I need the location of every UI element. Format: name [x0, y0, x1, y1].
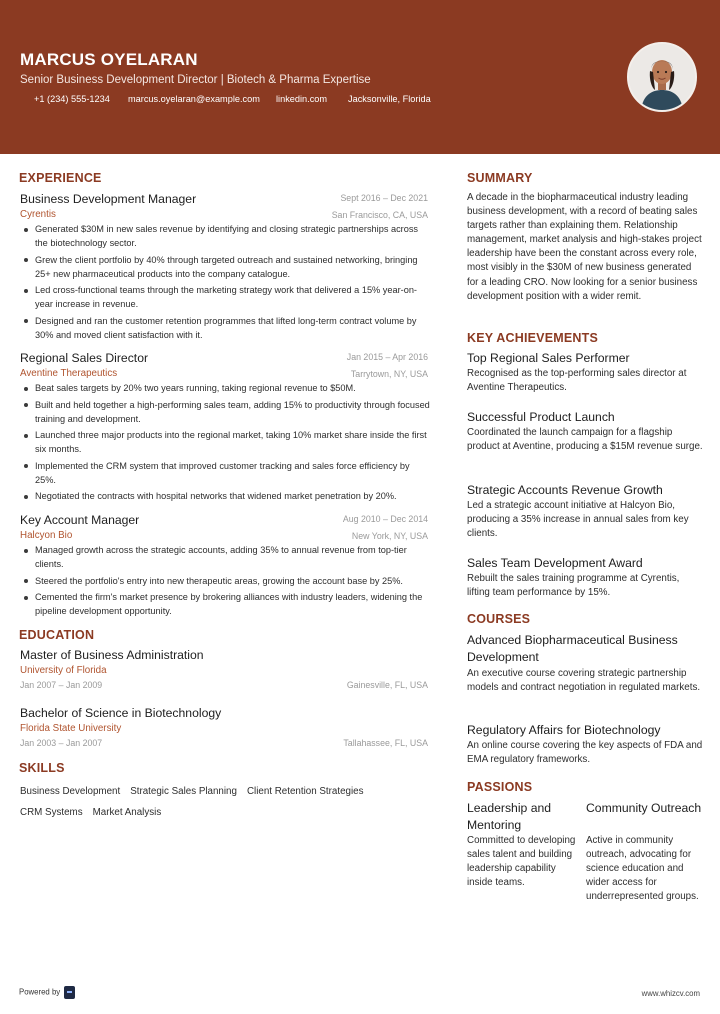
job-location: San Francisco, CA, USA [331, 210, 428, 220]
footer-site-link[interactable]: www.whizcv.com [641, 989, 700, 998]
list-item: Launched three major products into the regional market, taking 10% market share inside the first six months. [20, 428, 432, 456]
achievement-title: Successful Product Launch [467, 410, 615, 424]
job-company: Halcyon Bio [20, 530, 73, 541]
job-location: Tarrytown, NY, USA [350, 369, 428, 379]
job-company: Aventine Therapeutics [20, 368, 118, 379]
section-title-skills: SKILLS [19, 761, 65, 775]
job-bullets [20, 381, 432, 506]
course-title: Advanced Biopharmaceutical Business Development [467, 633, 678, 664]
skill-item: Client Retention Strategies [246, 786, 364, 797]
whizcv-logo-icon[interactable] [64, 986, 75, 999]
list-item: Built and held together a high-performing sales team, adding 15% to productivity through focused training and development. [20, 398, 432, 426]
education-location: Gainesville, FL, USA [346, 680, 428, 690]
achievement-title: Top Regional Sales Performer [467, 351, 630, 365]
section-title-courses: COURSES [467, 612, 531, 626]
contact-bar [0, 94, 720, 108]
passion-text: Committed to developing sales talent and building leadership capability inside teams. [467, 835, 576, 889]
list-item: Led cross-functional teams through the marketing strategy work that delivered a 15% year-on-year increase in revenue. [20, 283, 432, 311]
candidate-tagline: Senior Business Development Director | Biotech & Pharma Expertise [20, 74, 371, 86]
education-degree: Master of Business Administration [20, 648, 204, 662]
achievement-text: Coordinated the launch campaign for a flagship product at Aventine, producing a $15M revenue surge. [467, 427, 703, 453]
list-item: Designed and ran the customer retention programmes that lifted long-term contract volume by 30% and moved client satisfaction with it. [20, 314, 432, 342]
job-dates: Jan 2015 – Apr 2016 [346, 352, 428, 362]
job-location: New York, NY, USA [351, 531, 428, 541]
education-degree: Bachelor of Science in Biotechnology [20, 706, 222, 720]
job-bullets [20, 543, 432, 621]
achievement-text: Led a strategic account initiative at Halcyon Bio, producing a 35% increase in annual sales from key clients. [467, 500, 689, 540]
achievement-title: Sales Team Development Award [467, 556, 643, 570]
achievement-text: Recognised as the top-performing sales director at Aventine Therapeutics. [467, 368, 687, 394]
summary-text: A decade in the biopharmaceutical industry leading business development, with a record of beating sales targets rather than explaining them. Relationship management, market analysis and high-stakes project leadership have been the constant across every role, most visibly in the $30M of new business generated for a leading CRO. Now looking for a senior business development position with a wider remit. [467, 192, 702, 302]
candidate-name: MARCUS OYELARAN [20, 50, 198, 69]
skills-list [20, 782, 420, 823]
passion-text: Active in community outreach, advocating for science education and wider access for underrepresented groups. [586, 835, 699, 903]
list-item: Generated $30M in new sales revenue by identifying and closing strategic partnerships across the biotechnology sector. [20, 222, 432, 250]
list-item: Managed growth across the strategic accounts, adding 35% to annual revenue from top-tier clients. [20, 543, 432, 571]
job-bullets [20, 222, 432, 344]
job-dates: Sept 2016 – Dec 2021 [340, 193, 428, 203]
section-title-education: EDUCATION [19, 628, 95, 642]
skill-item: CRM Systems [20, 806, 83, 818]
job-dates: Aug 2010 – Dec 2014 [342, 514, 428, 524]
section-title-experience: EXPERIENCE [19, 171, 102, 185]
list-item: Grew the client portfolio by 40% through targeted outreach and sustained networking, bringing 25+ new pharmaceutical products into the company catalogue. [20, 253, 432, 281]
section-title-summary: SUMMARY [467, 171, 533, 185]
contact-linkedin[interactable]: linkedin.com [276, 94, 328, 104]
course-text: An online course covering the key aspects of FDA and EMA regulatory frameworks. [467, 740, 703, 766]
course-title: Regulatory Affairs for Biotechnology [467, 723, 661, 737]
education-dates: Jan 2003 – Jan 2007 [20, 738, 103, 748]
course-text: An executive course covering strategic partnership models and contract negotiation in regulated markets. [467, 668, 701, 694]
education-dates: Jan 2007 – Jan 2009 [20, 680, 103, 690]
list-item: Steered the portfolio's entry into new therapeutic areas, growing the account base by 25%. [20, 574, 432, 588]
footer-powered-by [19, 986, 75, 999]
job-title: Business Development Manager [20, 192, 197, 206]
section-title-passions: PASSIONS [467, 780, 533, 794]
achievement-text: Rebuilt the sales training programme at Cyrentis, lifting team performance by 15%. [467, 573, 680, 599]
job-title: Key Account Manager [20, 513, 140, 527]
job-title: Regional Sales Director [20, 351, 149, 365]
skill-item: Strategic Sales Planning [130, 786, 237, 797]
job-company: Cyrentis [20, 209, 56, 220]
passion-title: Leadership and Mentoring [467, 801, 552, 832]
education-location: Tallahassee, FL, USA [343, 738, 428, 748]
passion-title: Community Outreach [586, 801, 702, 815]
skill-item: Market Analysis [92, 806, 162, 818]
skill-item: Business Development [20, 786, 121, 797]
list-item: Cemented the firm's market presence by brokering alliances with industry leaders, widening the pipeline development opportunity. [20, 590, 432, 618]
education-school: University of Florida [20, 665, 107, 676]
section-title-achievements: KEY ACHIEVEMENTS [467, 331, 599, 345]
contact-location: Jacksonville, Florida [348, 94, 431, 104]
contact-phone[interactable]: +1 (234) 555-1234 [34, 94, 110, 104]
list-item: Implemented the CRM system that improved customer tracking and sales force efficiency by 25%. [20, 459, 432, 487]
avatar-portrait-icon [627, 42, 697, 112]
list-item: Negotiated the contracts with hospital networks that widened market penetration by 20%. [20, 489, 432, 503]
education-school: Florida State University [20, 723, 122, 734]
resume-header [0, 0, 720, 154]
contact-email[interactable]: marcus.oyelaran@example.com [128, 94, 260, 104]
list-item: Beat sales targets by 20% two years running, taking regional revenue to $50M. [20, 381, 432, 395]
powered-by-label: Powered by [19, 987, 61, 997]
achievement-title: Strategic Accounts Revenue Growth [467, 483, 663, 497]
